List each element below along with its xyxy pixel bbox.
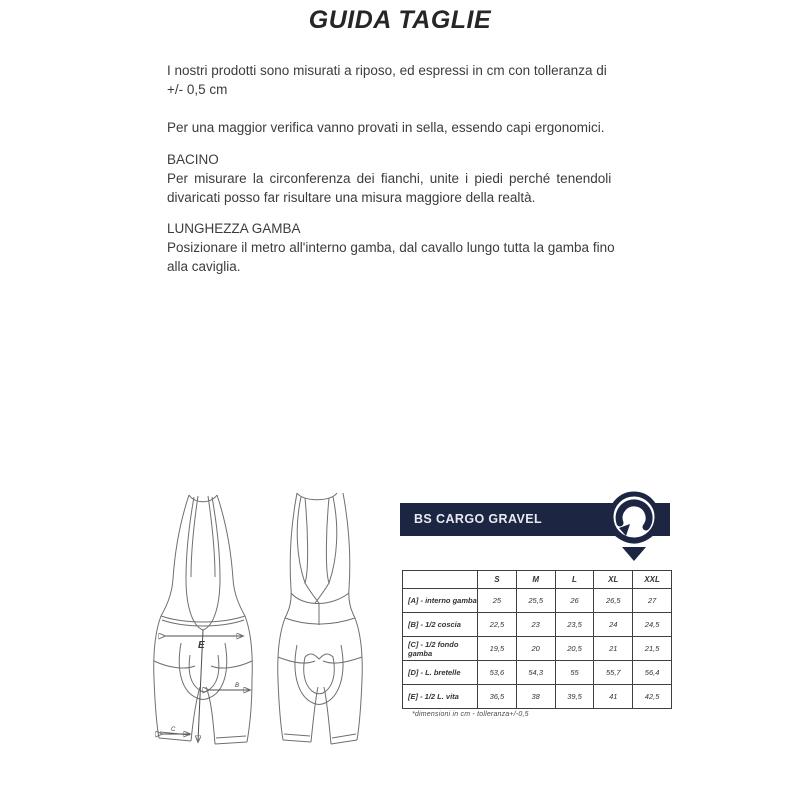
size-value: 19,5: [478, 637, 517, 661]
text-line: Per una maggior verifica vanno provati in sella, essendo capi ergonomici.: [167, 120, 605, 135]
size-column-header: M: [516, 571, 555, 589]
size-value: 22,5: [478, 613, 517, 637]
text-line: divaricati posso far risultare una misura maggiore della realtà.: [167, 190, 536, 205]
size-value: 53,6: [478, 661, 517, 685]
size-column-header: L: [555, 571, 594, 589]
size-value: 55,7: [594, 661, 633, 685]
size-value: 24,5: [633, 613, 672, 637]
intro-paragraph-fit: [167, 118, 637, 137]
product-name: BS CARGO GRAVEL: [414, 512, 542, 526]
size-value: 38: [516, 685, 555, 709]
size-value: 27: [633, 589, 672, 613]
table-row: [403, 589, 672, 613]
row-label: [A] - interno gamba: [403, 589, 478, 613]
table-row: [403, 685, 672, 709]
section-body-lunghezza-gamba: [167, 238, 637, 276]
size-column-header: XL: [594, 571, 633, 589]
section-heading-bacino: BACINO: [167, 152, 219, 167]
size-value: 21: [594, 637, 633, 661]
row-label: [B] - 1/2 coscia: [403, 613, 478, 637]
bib-shorts-back-view: [278, 493, 362, 744]
size-value: 23,5: [555, 613, 594, 637]
size-value: 26,5: [594, 589, 633, 613]
bib-shorts-front-view: [154, 495, 252, 744]
brand-logo-icon: [606, 487, 662, 563]
measurement-label-b: B: [235, 683, 240, 689]
size-value: 24: [594, 613, 633, 637]
size-value: 42,5: [633, 685, 672, 709]
size-value: 26: [555, 589, 594, 613]
size-table: [402, 570, 672, 709]
section-body-bacino: [167, 169, 637, 207]
size-value: 25: [478, 589, 517, 613]
text-line: +/- 0,5 cm: [167, 82, 228, 97]
size-table-corner-cell: [403, 571, 478, 589]
row-label: [E] - 1/2 L. vita: [403, 685, 478, 709]
bib-shorts-technical-drawing: [145, 485, 385, 760]
size-value: 25,5: [516, 589, 555, 613]
row-label: [D] - L. bretelle: [403, 661, 478, 685]
size-value: 21,5: [633, 637, 672, 661]
size-value: 55: [555, 661, 594, 685]
size-value: 20: [516, 637, 555, 661]
size-column-header: S: [478, 571, 517, 589]
table-footnote: *dimensioni in cm - tolleranza+/-0,5: [412, 711, 529, 718]
size-value: 23: [516, 613, 555, 637]
table-row: [403, 613, 672, 637]
size-value: 54,3: [516, 661, 555, 685]
measurement-label-c: C: [171, 727, 176, 733]
measurement-label-e: E: [198, 640, 205, 651]
table-row: [403, 661, 672, 685]
size-column-header: XXL: [633, 571, 672, 589]
size-value: 20,5: [555, 637, 594, 661]
table-row: [403, 637, 672, 661]
row-label: [C] - 1/2 fondo gamba: [403, 637, 478, 661]
text-line: Posizionare il metro all'interno gamba, dal cavallo lungo tutta la gamba fino: [167, 240, 615, 255]
page-title: GUIDA TAGLIE: [308, 6, 492, 34]
size-value: 36,5: [478, 685, 517, 709]
size-table-header-row: [403, 571, 672, 589]
size-value: 39,5: [555, 685, 594, 709]
size-value: 56,4: [633, 661, 672, 685]
text-line: I nostri prodotti sono misurati a riposo, ed espressi in cm con tolleranza di: [167, 63, 607, 78]
size-value: 41: [594, 685, 633, 709]
text-line: alla caviglia.: [167, 259, 241, 274]
intro-paragraph-tolerance: [167, 61, 637, 99]
text-line: Per misurare la circonferenza dei fianchi, unite i piedi perché tenendoli: [167, 171, 612, 186]
section-heading-lunghezza-gamba: LUNGHEZZA GAMBA: [167, 221, 301, 236]
